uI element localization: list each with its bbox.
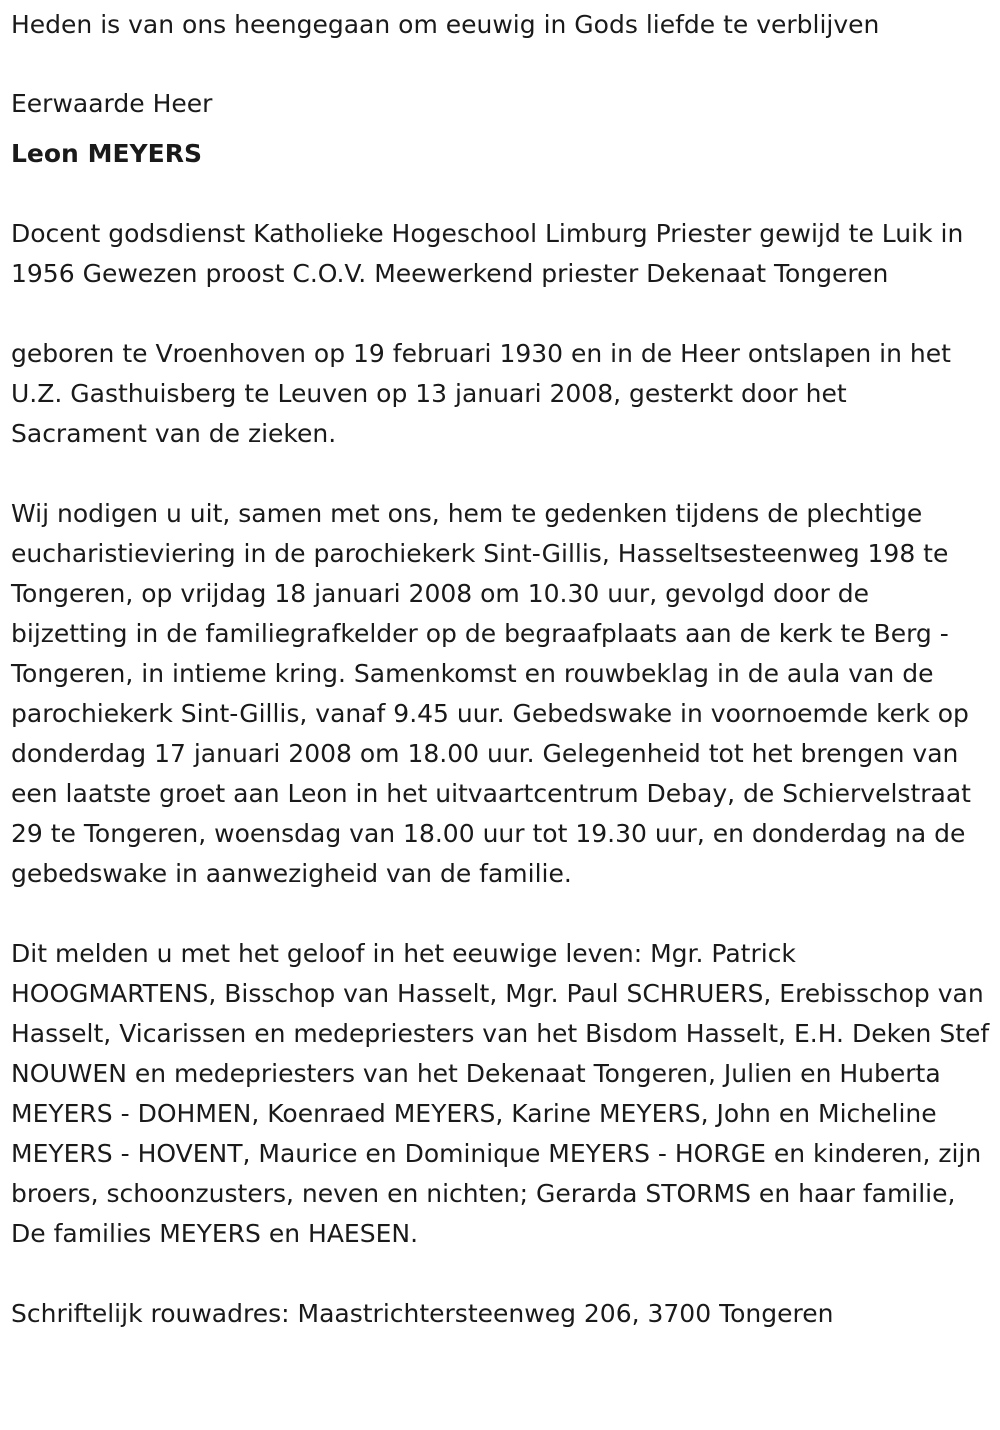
- honorific-title: Eerwaarde Heer: [11, 89, 213, 118]
- function-paragraph: Docent godsdienst Katholieke Hogeschool Limburg Priester gewijd te Luik in 1956 Gewezen proost C.O.V. Meewerkend priester Dekenaat Tongeren: [11, 219, 964, 288]
- deceased-name: Leon MEYERS: [11, 139, 202, 168]
- announcement-paragraph: Dit melden u met het geloof in het eeuwige leven: Mgr. Patrick HOOGMARTENS, Bisschop van Hasselt, Mgr. Paul SCHRUERS, Erebisschop van Hasselt, Vicarissen en medepriesters van het Bisdom Hasselt, E.H. Deken Stef NOUWEN en medepriesters van het Dekenaat Tongeren, Julien en Huberta MEYERS - DOHMEN, Koenraed MEYERS, Karine MEYERS, John en Micheline MEYERS - HOVENT, Maurice en Dominique MEYERS - HORGE en kinderen, zijn broers, schoonzusters, neven en nichten; Gerarda STORMS en haar familie, De families MEYERS en HAESEN.: [11, 939, 990, 1248]
- mourning-address: Schriftelijk rouwadres: Maastrichtersteenweg 206, 3700 Tongeren: [11, 1299, 834, 1328]
- birth-death-paragraph: geboren te Vroenhoven op 19 februari 1930 en in de Heer ontslapen in het U.Z. Gasthuisberg te Leuven op 13 januari 2008, gesterkt door het Sacrament van de zieken.: [11, 339, 951, 448]
- intro-text: Heden is van ons heengegaan om eeuwig in Gods liefde te verblijven: [11, 10, 880, 39]
- ceremony-paragraph: Wij nodigen u uit, samen met ons, hem te gedenken tijdens de plechtige eucharistieviering in de parochiekerk Sint-Gillis, Hasseltsesteenweg 198 te Tongeren, op vrijdag 18 januari 2008 om 10.30 uur, gevolgd door de bijzetting in de familiegrafkelder op de begraafplaats aan de kerk te Berg - Tongeren, in intieme kring. Samenkomst en rouwbeklag in de aula van de parochiekerk Sint-Gillis, vanaf 9.45 uur. Gebedswake in voornoemde kerk op donderdag 17 januari 2008 om 18.00 uur. Gelegenheid tot het brengen van een laatste groet aan Leon in het uitvaartcentrum Debay, de Schiervelstraat 29 te Tongeren, woensdag van 18.00 uur tot 19.30 uur, en donderdag na de gebedswake in aanwezigheid van de familie.: [11, 499, 971, 888]
